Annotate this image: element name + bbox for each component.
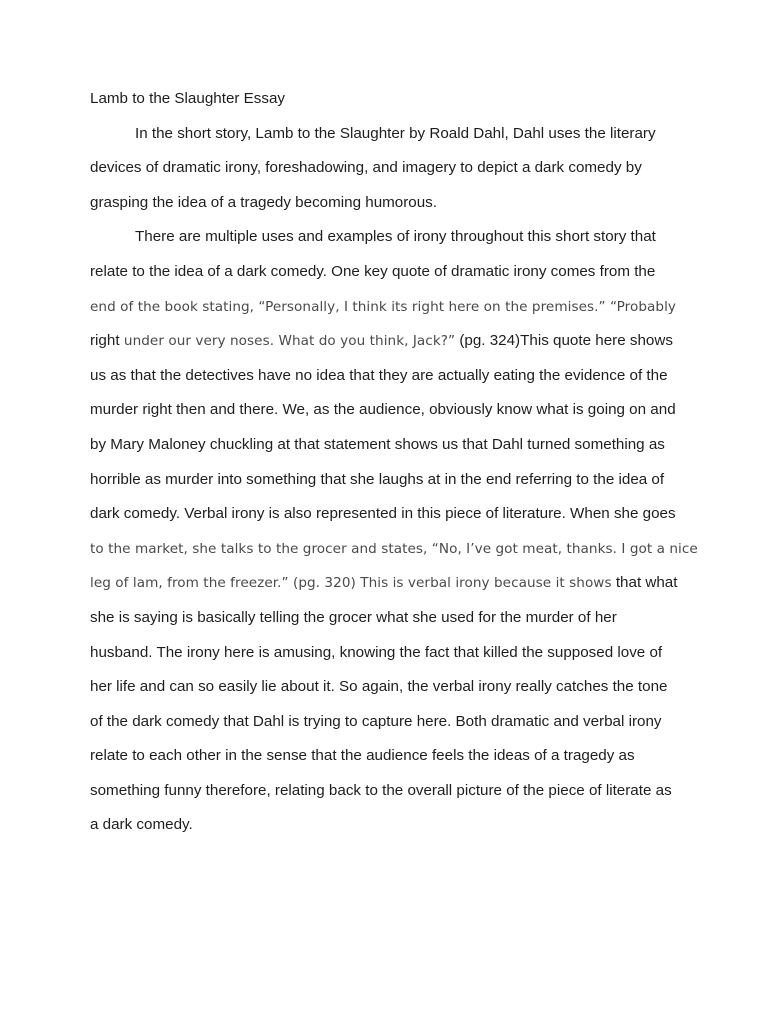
paragraph-line — [90, 778, 684, 813]
paragraph — [90, 121, 684, 225]
body-text: relate to the idea of a dark comedy. One key quote of dramatic irony comes from the — [90, 262, 656, 280]
body-text: a dark comedy. — [90, 816, 193, 834]
paragraph-line — [90, 121, 684, 156]
quoted-text: leg of lam, from the freezer.” (pg. 320) This is verbal irony because it shows — [90, 575, 612, 592]
body-text: (pg. 324)This quote here shows — [455, 332, 673, 350]
essay-body — [90, 86, 698, 847]
body-text: relate to each other in the sense that the audience feels the ideas of a tragedy as — [90, 747, 635, 765]
paragraph-line — [90, 259, 684, 294]
paragraph-line — [90, 363, 684, 398]
quoted-text: to the market, she talks to the grocer and states, “No, I’ve got meat, thanks. I got a nice — [90, 540, 698, 557]
body-text: devices of dramatic irony, foreshadowing, and imagery to depict a dark comedy by — [90, 159, 642, 177]
body-text: right — [90, 332, 120, 350]
paragraph-line — [90, 812, 684, 847]
body-text: us as that the detectives have no idea that they are actually eating the evidence of the — [90, 366, 668, 384]
essay-title: Lamb to the Slaughter Essay — [90, 90, 286, 107]
body-text: something funny therefore, relating back to the overall picture of the piece of literate as — [90, 781, 672, 799]
body-text: In the short story, Lamb to the Slaughter by Roald Dahl, Dahl uses the literary — [135, 124, 656, 142]
body-text: she is saying is basically telling the grocer what she used for the murder of her — [90, 608, 617, 626]
body-text: husband. The irony here is amusing, knowing the fact that killed the supposed love of — [90, 643, 663, 661]
paragraph-line — [90, 294, 684, 329]
body-text: dark comedy. Verbal irony is also represented in this piece of literature. When she goes — [90, 505, 676, 523]
paragraph-line — [90, 570, 684, 605]
paragraph-line — [90, 224, 684, 259]
paragraph-line — [90, 397, 684, 432]
essay-paragraphs — [90, 121, 698, 847]
body-text: her life and can so easily lie about it. So again, the verbal irony really catches the tone — [90, 678, 668, 696]
paragraph-line — [90, 674, 684, 709]
paragraph-line — [90, 536, 698, 571]
paragraph-line — [90, 605, 684, 640]
paragraph-line — [90, 640, 684, 675]
quoted-text: end of the book stating, “Personally, I think its right here on the premises.” “Probably — [90, 298, 677, 315]
body-text: that what — [611, 574, 678, 592]
paragraph-line — [90, 155, 684, 190]
paragraph-line — [90, 432, 684, 467]
body-text: There are multiple uses and examples of irony throughout this short story that — [135, 228, 656, 246]
paragraph-line — [90, 709, 684, 744]
body-text: of the dark comedy that Dahl is trying to capture here. Both dramatic and verbal irony — [90, 712, 662, 730]
body-text: murder right then and there. We, as the audience, obviously know what is going on and — [90, 401, 676, 419]
paragraph-line — [90, 743, 684, 778]
body-text: grasping the idea of a tragedy becoming humorous. — [90, 193, 437, 211]
body-text: horrible as murder into something that she laughs at in the end referring to the idea of — [90, 470, 665, 488]
paragraph-line — [90, 467, 684, 502]
paragraph — [90, 224, 698, 847]
quoted-text: under our very noses. What do you think, Jack?” — [119, 333, 456, 350]
paragraph-line — [90, 501, 684, 536]
paragraph-line — [90, 190, 684, 225]
body-text: by Mary Maloney chuckling at that statement shows us that Dahl turned something as — [90, 435, 665, 453]
paragraph-line — [90, 328, 684, 363]
